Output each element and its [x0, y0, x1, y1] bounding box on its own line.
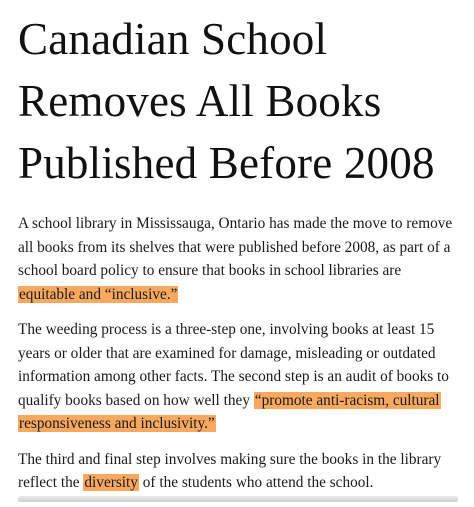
paragraph-3-text: The third and final step involves making sure the books in the library reflect the [18, 450, 442, 491]
paragraph-1 [18, 212, 458, 306]
paragraph-1-text: A school library in Mississauga, Ontario has made the move to remove all books from its shelves that were published before 2008, as part of a school board policy to ensure that books in school libraries are [18, 215, 453, 279]
paragraph-3-tail: of the students who attend the school. [138, 474, 374, 491]
highlighted-phrase: “promote anti-racism, cultural responsiveness and inclusivity.” [19, 391, 440, 432]
article-headline: Canadian School Removes All Books Published Before 2008 [18, 14, 435, 188]
highlighted-phrase: diversity [84, 474, 138, 491]
cut-off-text-line [18, 496, 458, 502]
paragraph-2-text: The weeding process is a three-step one, involving books at least 15 years or older that are examined for damage, misleading or outdated information among other facts. The second step is an audit of books to qualify books based on how well they [18, 321, 449, 409]
paragraph-3 [18, 448, 458, 495]
article [18, 0, 458, 507]
paragraph-2 [18, 318, 458, 436]
article-body [18, 212, 458, 495]
highlighted-phrase: equitable and “inclusive.” [19, 285, 178, 303]
